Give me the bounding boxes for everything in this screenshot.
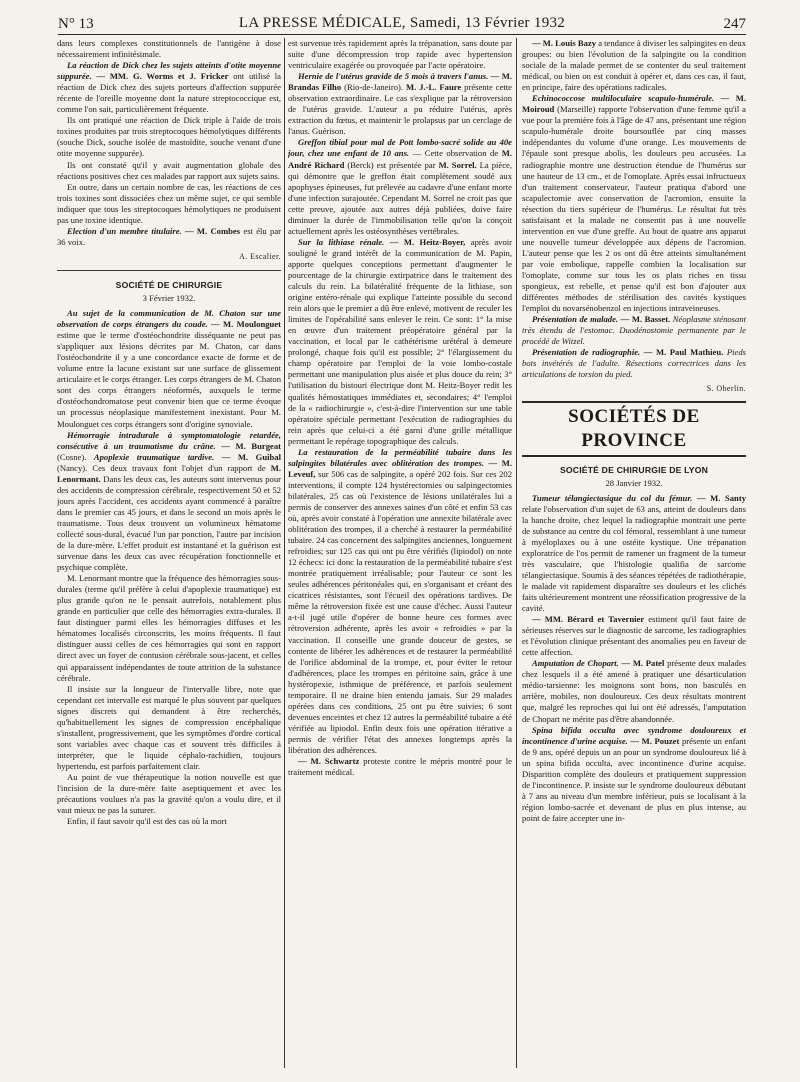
article-author: M. J.-L. Faure xyxy=(406,82,462,93)
article-text: après avoir souligné le grand intérêt de la communication de M. Papin, apporte quelques conceptions permettant d'augmenter le pourcentage de la chirurgie extirpatrice dans le traitement des calculs du rein. La bilatéralité fréquente de la lithiase, son origine entéro-rénale qui explique l'atteinte possible du second rein alors que le premier a dû être enlevé, motivent de reculer les limites de l'opérabilité sans enlever le rein. Ce sont: 1° la mise en œuvre d'un traitement préopératoire général par la vaccination, et local par le cathétérisme urétéral à demeure prolongé, chaque fois qu'il est possible; 2° l'élargissement du champ opératoire par l'emploi de la voie lombo-costale permettant une manipulation plus aisée et plus douce du rein; 3° l'utilisation du bistouri électrique dont M. Heitz-Boyer redit les qualités hémostatiques immédiates et, secondaires; 4° l'emploi de la « radiochirurgie », c'est-à-dire l'intervention sur une table opératoire spéciale permettant l'exécution de radiographies du rein après que celui-ci a été garni d'une grille métallique permettant le repérage topographique des calculs. xyxy=(288,236,512,446)
article-text: (Cosne). xyxy=(57,451,94,462)
column-3 xyxy=(522,38,746,1073)
signature: S. Oberlin. xyxy=(706,384,746,394)
article-author: — M. Guibal xyxy=(214,451,281,462)
journal-title: LA PRESSE MÉDICALE, Samedi, 13 Février 1932 xyxy=(238,15,566,31)
article-title: Tumeur télangiectasique du col du fémur. xyxy=(532,492,693,503)
paragraph xyxy=(57,430,281,574)
article-text: (Berck) est présentée par xyxy=(344,159,439,170)
session-date: 28 Janvier 1932. xyxy=(605,477,663,488)
paragraph: Ils ont pratiqué une réaction de Dick triple à l'aide de trois toxines produites par trois streptocoques hémolytiques différents (souche Dick, souche isolée de mastoïdite, souche venant d'une otite moyenne suppurée). xyxy=(57,115,281,159)
article-text: relate l'observation d'un sujet de 63 ans, atteint de douleurs dans la hanche droite, chez lequel la radiographie montrait une perte de substance au centre du col fémoral, ressemblant à une tumeur à myéloplaxes ou à une ostéite kystique. Une trépanation exploratrice de l'os permit de ramener un fragment de la tumeur très vasculaire, que l'histologie qualifia de sarcome télangiectasique. Soumis à des séances répétées de radiothérapie, le malade vit rapidement disparaître ses douleurs et les clichés faits ultérieurement montrent une réossification progressive de la cavité. xyxy=(522,503,746,614)
column-2 xyxy=(288,38,512,1073)
column-1 xyxy=(57,38,281,1073)
article-text: proteste contre le mépris montré pour le traitement médical. xyxy=(288,756,512,778)
article-text: La pièce, qui démontre que le greffon était complètement soudé aux apophyses épineuses, fut prélevée au cadavre d'une enfant morte d'une infection surajoutée. Cependant M. Sorrel ne croit pas que cette preuve, ajoutée aux autres déjà publiées, doive faire diminuer la durée de l'immobilisation telle qu'on la conçoit actuellement après les ostéosynthèses vertébrales. xyxy=(288,159,512,236)
article-author: — MM. G. Worms et J. Fricker xyxy=(91,71,229,82)
article-author: — M. Heitz-Boyer, xyxy=(384,236,466,247)
article-text: présente un enfant de 9 ans, opéré depuis un an pour un syndrome douloureux lié à un spina bifida occulta, avec incontinence d'urine acquise. Disparition complète des douleurs et pratiquement suppression de l'incontinence. P. insiste sur le syndrome douloureux débutant à 7 ans au niveau d'un membre inférieur, puis se localisant à la région lombo-sacrée et devenant de plus en plus intense, au point de faire accepter une in- xyxy=(522,735,746,823)
article-title: Election d'un membre titulaire. xyxy=(67,225,182,236)
article-title: Spina bifida occulta avec syndrome douloureux et incontinence d'urine acquise. xyxy=(522,724,746,746)
paragraph: dans leurs complexes constitutionnels de l'antigène à dose nécessairement infinitésimale. xyxy=(57,38,281,60)
article-author: — M. Schwartz xyxy=(298,756,360,767)
paragraph xyxy=(522,614,746,658)
article-text: (Marseille) rapporte l'observation d'une femme qu'il a vue pour la première fois à l'âge de 47 ans, présentant une région scapulo-humérale droite boursouflée par cinq masses indépendantes du volume d'une orange. Les mouvements de l'épaule sont presque abolis, les douleurs peu accusées. La radiographie montre une destruction étendue de l'humérus sur une hauteur de 13 cm., et de l'omoplate. Après essai infructueux d'un traitement conservateur, l'auteur pratiqua d'abord une scapulectomie avec conservation de l'acromion, ensuite la résection du tiers supérieur de l'humérus. Le résultat fut très satisfaisant et la malade ne consentit pas à une nouvelle intervention en vue d'une greffe. Au bout de quatre ans apparut une nouvelle tumeur développée aux dépens de l'acromion. L'auteur pense que les 2 os ont dû être atteints simultanément par voie embolique, rappelle combien la localisation sur l'omoplate, comme sur tous les os plats riches en tissu spongieux, est rebelle, et pense qu'il est bon d'ajouter aux différentes méthodes de stérilisation des cavités kystiques l'emploi du novarsénobenzol en injections intraveineuses. xyxy=(522,104,746,314)
article-title: La réaction de Dick chez les sujets atteints d'otite moyenne suppurée. xyxy=(57,60,281,82)
article-author: — M. Combes xyxy=(181,225,241,236)
article-author: M. Lenormant. xyxy=(57,462,281,484)
paragraph: M. Lenormant montre que la fréquence des hémorragies sous-durales (terme qu'il préfère à celui d'apoplexie traumatique) est plus grande qu'on ne le pensait autrefois, notablement plus grande en particulier que celle des hémorragies extra-durales. Il faut distinguer parmi elles les hémorragies diffuses et les hématomes localisés circonscrits, les moins fréquents. Il faut distinguer aussi celles de ces hémorragies qui sont en rapport direct avec un foyer de contusion cérébrale sous-jacent, et celles qui apparaissent indépendantes de toute attrition de la substance cérébrale. xyxy=(57,573,281,683)
article-title: Echinococcose multiloculaire scapulo-humérale. xyxy=(532,93,715,104)
article-text: présente cette observation extraordinaire. Le cas s'explique par la rétroversion de l'utérus gravide. L'auteur a pu réduire l'utérus, après extraction du fœtus, et maintenir le prolapsus par un cerclage de l'anus. Guérison. xyxy=(288,82,512,137)
session-date: 3 Février 1932. xyxy=(142,292,196,303)
article-text: est élu par 36 voix. xyxy=(57,225,281,247)
article-text: a tendance à diviser les salpingites en deux groupes: ou bien l'évolution de la salpingite ou la condition sociale de la malade permet de se contenter du seul traitement médical, ou bien on est conduit à opérer et, dans ces cas, il faut, en principe, faire des opérations radicales. xyxy=(522,38,746,93)
article-title: Amputation de Chopart. xyxy=(532,658,619,669)
article-text: Dans les deux cas, les auteurs sont intervenus pour des accidents de compression cérébrale, respectivement 50 et 52 jours après l'accident, ces accidents ayant commencé à paraître dans le premier cas 45 jours, et dans le second un mois après le traumatisme. Tous deux trouvent un volumineux hématome collecté sous-dural, évacué l'un par ponction, l'autre par incision de la dure-mère. L'effet produit est instantané et la guérison est survenue dans les deux cas avec récupération fonctionnelle et psychique complète. xyxy=(57,473,281,573)
paragraph xyxy=(522,493,746,615)
article-title: Au sujet de la communication de M. Chaton sur une observation de corps étrangers du coude. xyxy=(57,308,281,330)
article-title: Hernie de l'utérus gravide de 5 mois à travers l'anus. xyxy=(298,71,489,82)
paragraph xyxy=(288,447,512,756)
article-title: Présentation de malade. xyxy=(532,314,619,325)
article-text: — Cette observation de xyxy=(409,148,502,159)
paragraph xyxy=(522,347,746,380)
paragraph xyxy=(522,725,746,824)
page-number: 247 xyxy=(723,16,746,32)
article-author: — M. Patel xyxy=(618,658,665,669)
paragraph xyxy=(522,93,746,314)
paragraph xyxy=(522,38,746,93)
article-author: — M. Moiroud xyxy=(522,93,746,115)
paragraph xyxy=(57,226,281,248)
article-author: — M. Brandas Filho xyxy=(288,71,512,93)
article-text: (Rio-de-Janeiro). xyxy=(341,82,407,93)
paragraph: est survenue très rapidement après la trépanation, sans doute par suite d'une décompression trop rapide avec hypertension ventriculaire exagérée ou provoquée par l'acte opératoire. xyxy=(288,38,512,71)
paragraph: Ils ont constaté qu'il y avait augmentation globale des réactions positives chez ces malades par rapport aux sujets sains. xyxy=(57,159,281,181)
column-rule-2 xyxy=(516,38,517,1068)
article-author: — M. Pouzet xyxy=(627,735,680,746)
paragraph xyxy=(288,756,512,778)
article-text: présente deux malades chez lesquels il a été amené à pratiquer une désarticulation médio-tarsienne: les moignons sont bons, non basculés en arrière, mobiles, non douloureux. Ces deux résultats montrent que, malgré les reproches qui lui ont été adressés, l'amputation de Chopart ne mérite pas d'être abandonnée. xyxy=(522,658,746,724)
paragraph xyxy=(288,237,512,447)
article-text: estime que le terme d'ostéochondrite disséquante ne peut pas s'appliquer aux lésions décrites par M. Chaton, car dans l'ostéochondrite il y a une concordance exacte de forme et de volume entre la lacune existant sur une surface de glissement articulaire et le corps étranger. Les corps étrangers de M. Chaton sont des corps étrangers néoformés, auxquels le terme d'ostéochondromatose peut convenir bien que ce terme évoque un processus néoplasique manifestement inexistant. Pour M. Moulonguet ces corps étrangers sont d'origine synoviale. xyxy=(57,330,281,429)
article-title: Présentation de radiographie. xyxy=(532,347,641,358)
section-heading: SOCIÉTÉ DE CHIRURGIE xyxy=(57,270,281,291)
article-text: Pieds bots invétérés de l'adulte. Résections correctrices dans les articulations de torsion du pied. xyxy=(522,347,746,380)
article-author: — M. Louis Bazy xyxy=(532,38,597,48)
article-author: — M. Leveuf, xyxy=(288,457,512,479)
article-author: — M. Basset. xyxy=(618,314,671,325)
article-title: Sur la lithiase rénale. xyxy=(298,236,385,247)
paragraph xyxy=(288,71,512,137)
article-author: — M. Paul Mathieu. xyxy=(640,347,724,358)
article-author: M. André Richard xyxy=(288,148,512,170)
paragraph xyxy=(57,60,281,115)
article-text: (Nancy). Ces deux travaux font l'objet d'un rapport de xyxy=(57,462,271,473)
paragraph xyxy=(522,658,746,724)
article-author: — M. Santy xyxy=(692,492,746,503)
article-text: ont utilisé la réaction de Dick chez des sujets porteurs d'affection suppurée récente de l'oreille moyenne dont la nature streptococcique est, comme l'on sait, particulièrement fréquente. xyxy=(57,71,281,115)
article-title: Apoplexie traumatique tardive. xyxy=(93,451,215,462)
paragraph xyxy=(288,137,512,236)
issue-number: N° 13 xyxy=(58,16,94,32)
paragraph xyxy=(57,308,281,430)
paragraph: Enfin, il faut savoir qu'il est des cas où la mort xyxy=(67,816,227,827)
paragraph: Au point de vue thérapeutique la notion nouvelle est que l'incision de la dure-mère faite aseptiquement et avec les précautions voulues n'a pas la gravité qu'on a voulu dire, et il vaut mieux ne pas la suturer. xyxy=(57,772,281,816)
paragraph: Il insiste sur la longueur de l'intervalle libre, note que cependant cet intervalle est marqué le plus souvent par quelques signes discrets qui demandent à être recherchés, qu'habituellement les signes de compression encéphalique s'installent, progressivement, que les symptômes d'ordre cortical sont variables avec chaque cas et souvent très difficiles à interpréter, que le liquide céphalo-rachidien, toujours hypertendu, est parfois parfaitement clair. xyxy=(57,683,281,771)
banner-heading: SOCIÉTÉS DE PROVINCE xyxy=(522,401,746,457)
article-author: — M. Moulonguet xyxy=(207,319,281,330)
article-title: La restauration de la perméabilité tubaire dans les salpingites bilatérales avec oblitération des trompes. xyxy=(288,446,512,468)
article-text: sur 506 cas de salpingite, a opéré 202 fois. Sur ces 202 interventions, il compte 124 hystérectomies ou salpingectomies bilatérales, 25 cas où l'existence de lésions unilatérales lui a permis de conserver des annexes saines d'un côté et enfin 53 cas où, après avoir constaté à l'opération une annexite bilatérale avec oblitération des trompes, il a cherché à restaurer la perméabilité tubaire. 24 cas concernent des salpingites anciennes, longuement refroidies; sur 125 cas qui ont pu être vérifiés (lipiodol) on note 12 échecs: ici donc la restauration de la perméabilité tubaire s'est montrée pratiquement irréalisable; pour l'auteur ce sont les seules adhérences péritonéales qui, en s'organisant et créant des cicatrices résistantes, sont l'écueil des opérations tardives. De même la rétroversion fixée est une cause d'échec. Aussi l'auteur a-t-il jugé utile d'opérer de bonne heure ces formes avec rétroversion adhérente, après les avoir « refroidies » par la vaccination. Il conseille une grande douceur de gestes, se contente de libérer les adhérences et de restaurer la perméabilité de l'orifice abdominal de la trompe, et, pour éviter le retour d'adhérences, place les trompes en péritoine sain, grâce à une hystéropexie, isthmique de préférence, et parfois seulement temporaire. Il ne draine bien entendu jamais. Sur 29 malades opérées dans ces conditions, 25 ont pu être suivies; 6 sont devenues enceintes et chez 12 autres la perméabilité tubaire a été vérifiée au lipiodol. Enfin deux fois une opération itérative a permis de vérifier l'état des annexes longtemps après la libération des adhérences. xyxy=(288,468,512,755)
article-title: Hémorragie intradurale à symptomatologie retardée, consécutive à un traumatisme du crâne. xyxy=(57,429,281,451)
article-text: Néoplasme sténosant très étendu de l'estomac. Duodénostomie permanente par le procédé de Witzel. xyxy=(522,314,746,347)
article-author: — M. Burgeat xyxy=(215,440,281,451)
paragraph xyxy=(522,314,746,347)
paragraph: En outre, dans un certain nombre de cas, les réactions de ces trois toxines sont dissociées chez un même sujet, ce qui semble indiquer que tous les streptocoques hémolytiques ne produisent pas une toxine identique. xyxy=(57,181,281,225)
article-author: — MM. Bérard et Tavernier xyxy=(532,614,645,625)
column-rule-1 xyxy=(284,38,285,1068)
article-text: estiment qu'il faut faire de sérieuses réserves sur le diagnostic de sarcome, les radiographies et l'évolution clinique présentant des anomalies peu en faveur de cette affection. xyxy=(522,614,746,658)
article-author: M. Sorrel. xyxy=(438,159,477,170)
signature: A. Escalier. xyxy=(239,251,281,261)
page-header xyxy=(58,12,746,35)
article-title: Greffon tibial pour mal de Pott lombo-sacré solide au 40e jour, chez une enfant de 10 ans. xyxy=(288,137,512,159)
section-heading: SOCIÉTÉ DE CHIRURGIE DE LYON xyxy=(559,464,709,475)
